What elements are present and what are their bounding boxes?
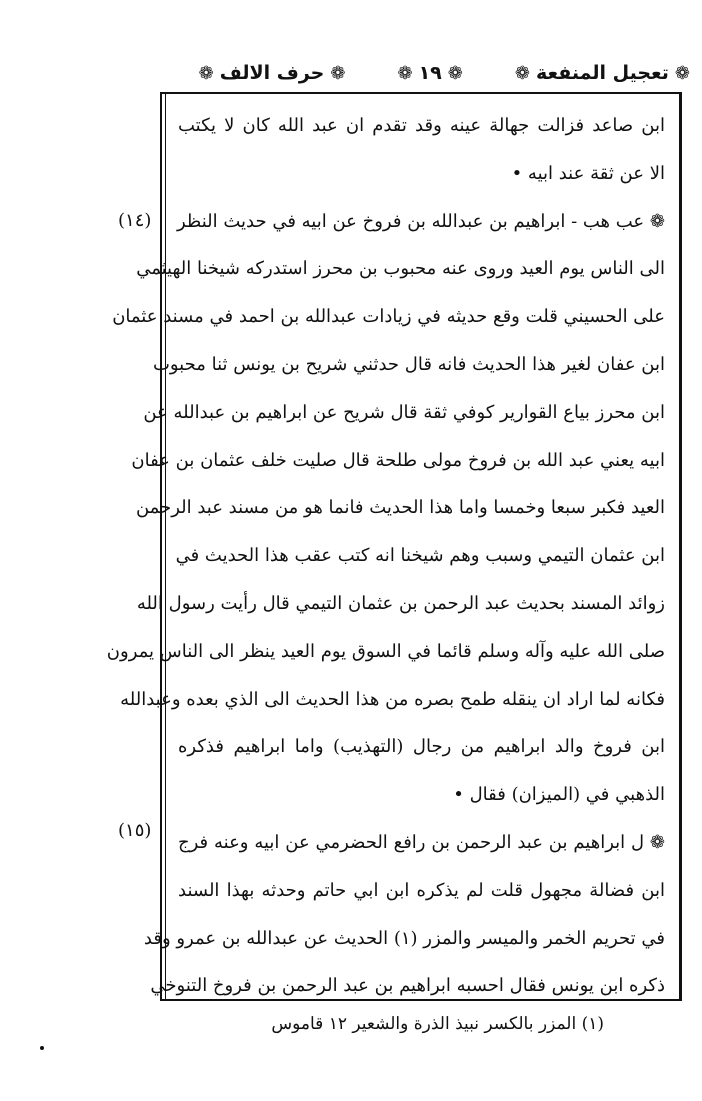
page-number: ١٩ xyxy=(418,62,442,84)
entry-number: (١٤) xyxy=(118,210,152,231)
running-header xyxy=(160,54,690,92)
text-line: على الحسيني قلت وقع حديثه في زيادات عبدالله بن احمد في مسند عثمان xyxy=(112,306,665,328)
ornament-icon: ❁ xyxy=(330,62,346,84)
section-title: حرف الالف xyxy=(219,62,325,84)
text-line: صلى الله عليه وآله وسلم قائما في السوق يوم العيد ينظر الى الناس يمرون xyxy=(106,640,665,662)
ornament-icon: ❁ xyxy=(198,62,214,84)
text-line: في تحريم الخمر والميسر والمزر (١) الحديث عن عبدالله بن عمرو وقد xyxy=(143,927,665,949)
text-line: فكانه لما اراد ان ينقله طمح بصره من هذا الحديث الى الذي بعده وعبدالله xyxy=(120,688,665,710)
book-title: تعجيل المنفعة xyxy=(535,62,669,84)
text-line: الا عن ثقة عند ابيه • xyxy=(511,162,665,184)
text-line: زوائد المسند بحديث عبد الرحمن بن عثمان التيمي قال رأيت رسول الله xyxy=(136,592,665,614)
margin-dot xyxy=(40,1046,44,1050)
text-line: ذكره ابن يونس فقال احسبه ابراهيم بن عبد الرحمن بن فروخ التنوخي xyxy=(150,975,665,997)
ornament-icon: ❁ xyxy=(514,62,530,84)
entry-number: (١٥) xyxy=(118,820,152,841)
text-line: ابيه يعني عبد الله بن فروخ مولى طلحة قال صليت خلف عثمان بن عفان xyxy=(131,449,665,471)
text-line: ابن صاعد فزالت جهالة عينه وقد تقدم ان عبد الله كان لا يكتب xyxy=(178,115,665,136)
text-line: ❁ ل ابراهيم بن عبد الرحمن بن رافع الحضرمي عن ابيه وعنه فرج xyxy=(178,819,665,867)
text-line: ابن محرز بياع القوارير كوفي ثقة قال شريح عن ابراهيم بن عبدالله عن xyxy=(143,401,665,423)
text-line: الى الناس يوم العيد وروى عنه محبوب بن محرز استدركه شيخنا الهيثمي xyxy=(136,258,665,280)
text-line: ابن عفان لغير هذا الحديث فانه قال حدثني شريح بن يونس ثنا محبوب xyxy=(152,353,665,375)
ornament-icon: ❁ xyxy=(447,62,463,84)
text-line: ابن فروخ والد ابراهيم من رجال (التهذيب) واما ابراهيم فذكره xyxy=(178,736,665,758)
text-line: ❁ عب هب - ابراهيم بن عبدالله بن فروخ عن ابيه في حديث النظر xyxy=(178,198,665,246)
text-line: العيد فكبر سبعا وخمسا واما هذا الحديث فانما هو من مسند عبد الرحمن xyxy=(135,497,665,519)
footnote: (١) المزر بالكسر نبيذ الذرة والشعير ١٢ قاموس xyxy=(271,1014,604,1034)
ornament-icon: ❁ xyxy=(674,62,690,84)
ornament-icon: ❁ xyxy=(397,62,413,84)
text-line: ابن فضالة مجهول قلت لم يذكره ابن ابي حاتم وحدثه بهذا السند xyxy=(178,879,665,901)
text-line: ابن عثمان التيمي وسبب وهم شيخنا انه كتب عقب هذا الحديث في xyxy=(175,545,665,567)
text-line: الذهبي في (الميزان) فقال • xyxy=(453,784,665,806)
